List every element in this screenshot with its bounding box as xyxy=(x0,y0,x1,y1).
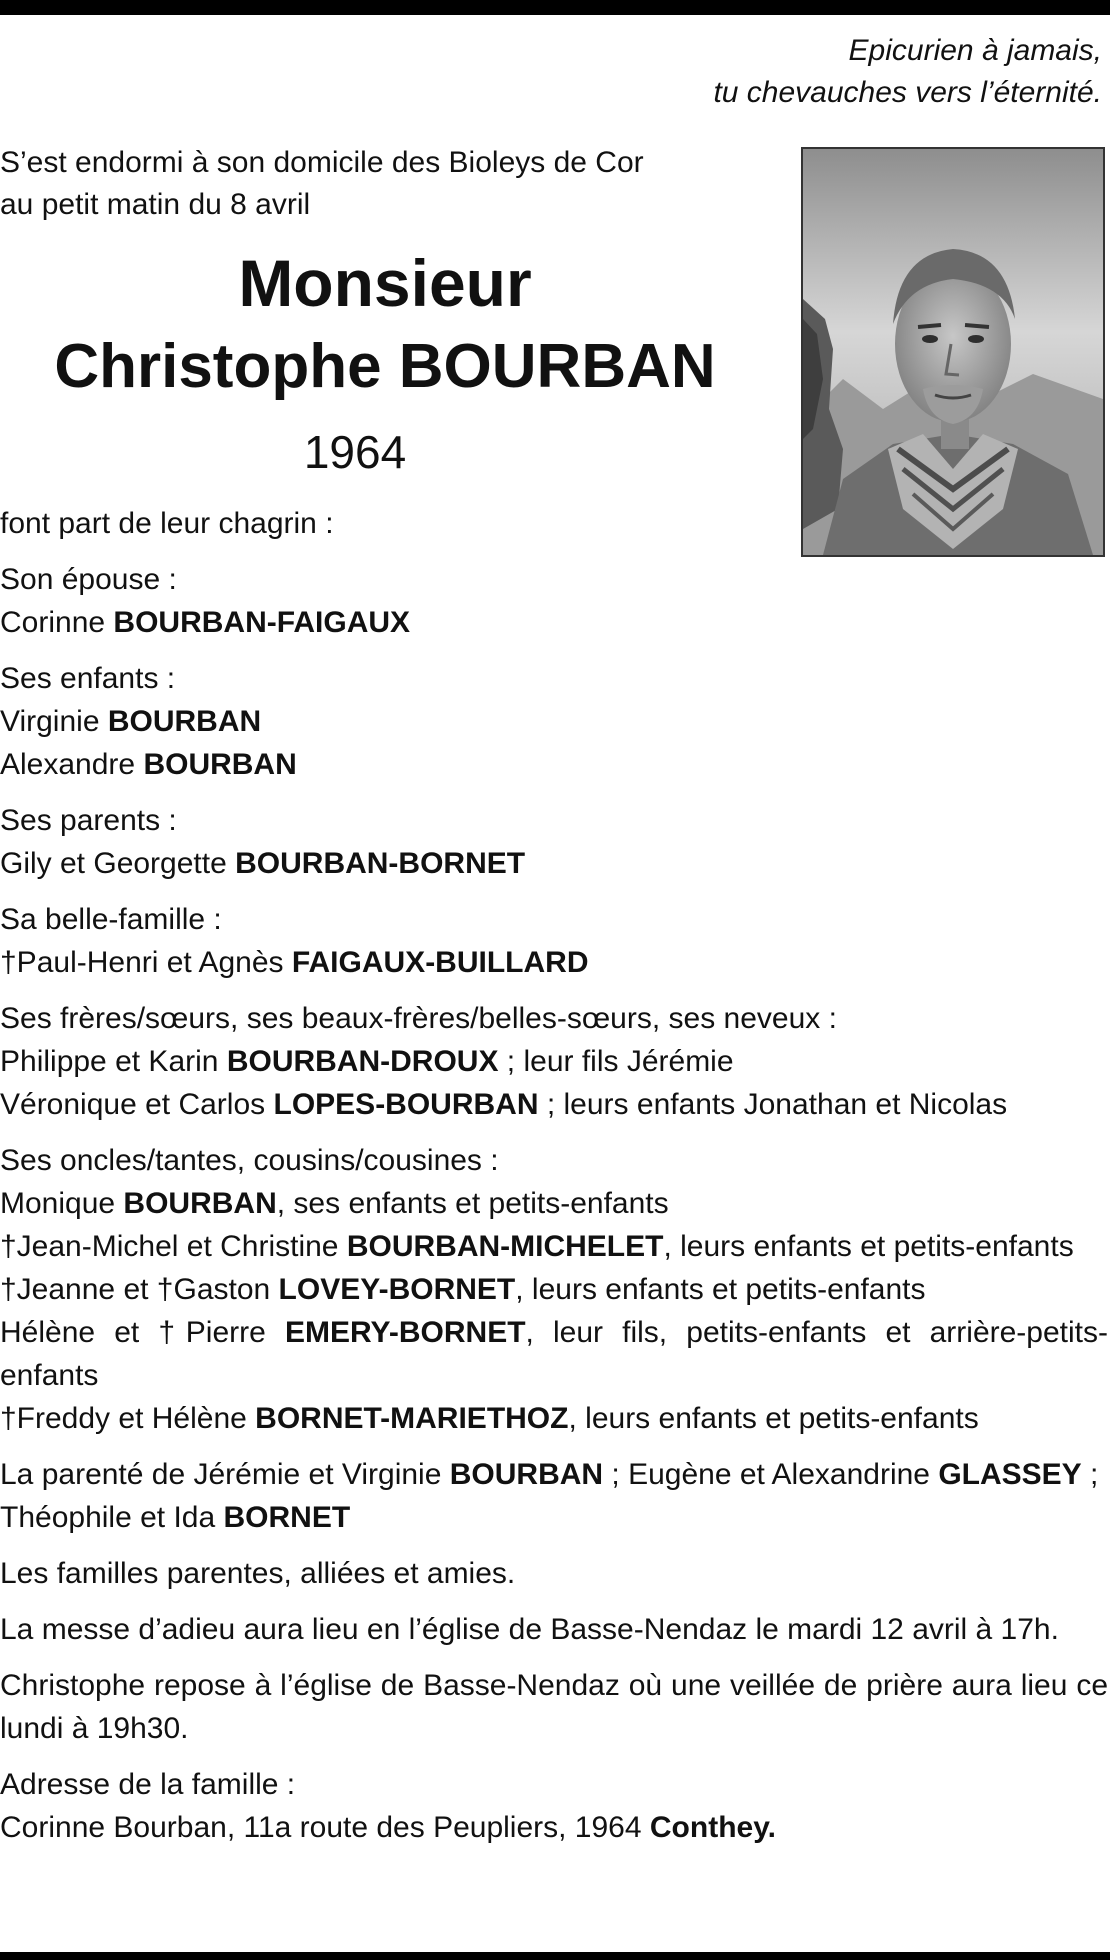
siblings-section xyxy=(0,997,1108,1126)
relatives-text-3: ; Théophile et Ida xyxy=(0,1458,1099,1534)
extended-5-given: †Freddy et Hélène xyxy=(0,1402,256,1435)
families-line: Les familles parentes, alliées et amies. xyxy=(0,1557,516,1590)
parents-surname: BOURBAN-BORNET xyxy=(235,847,526,880)
portrait-icon xyxy=(803,149,1103,555)
extended-4-surname: EMERY-BORNET xyxy=(284,1316,526,1349)
extended-3-surname: LOVEY-BORNET xyxy=(278,1273,516,1306)
sibling-1-given: Philippe et Karin xyxy=(0,1045,227,1078)
spouse-given: Corinne xyxy=(0,606,114,639)
deceased-name: Christophe BOURBAN xyxy=(54,332,716,401)
sibling-2-detail: ; leurs enfants Jonathan et Nicolas xyxy=(538,1088,1008,1121)
bottom-rule xyxy=(0,1952,1110,1960)
spouse-surname: BOURBAN-FAIGAUX xyxy=(113,606,411,639)
in-laws-surname: FAIGAUX-BUILLARD xyxy=(291,946,589,979)
extended-2-surname: BOURBAN-MICHELET xyxy=(346,1230,664,1263)
portrait-photo xyxy=(801,147,1105,557)
sibling-1-detail: ; leur fils Jérémie xyxy=(498,1045,734,1078)
intro-line-1: S’est endormi à son domicile des Bioleys de Cor xyxy=(0,146,644,179)
intro-text xyxy=(0,142,760,226)
child-2-given: Alexandre xyxy=(0,748,144,781)
epigraph-line-1: Epicurien à jamais, xyxy=(848,34,1102,67)
spouse-label: Son épouse : xyxy=(0,563,177,596)
vigil-info: Christophe repose à l’église de Basse-Nendaz où une veillée de prière aura lieu ce lundi à 19h30. xyxy=(0,1669,1108,1745)
epigraph-line-2: tu chevauches vers l’éternité. xyxy=(713,76,1102,109)
child-1-surname: BOURBAN xyxy=(107,705,262,738)
top-rule xyxy=(0,0,1110,15)
epigraph xyxy=(302,30,1102,114)
parents-label: Ses parents : xyxy=(0,804,177,837)
children-section xyxy=(0,657,1108,786)
address-label: Adresse de la famille : xyxy=(0,1768,296,1801)
extended-2-given: †Jean-Michel et Christine xyxy=(0,1230,347,1263)
extended-3-detail: , leurs enfants et petits-enfants xyxy=(515,1273,926,1306)
extended-4-detail: , leur fils, petits-enfants et arrière-petits-enfants xyxy=(0,1316,1108,1392)
parents-section xyxy=(0,799,1108,885)
relatives-surname-3: BORNET xyxy=(223,1501,351,1534)
sibling-2-surname: LOPES-BOURBAN xyxy=(273,1088,539,1121)
extended-5-detail: , leurs enfants et petits-enfants xyxy=(568,1402,979,1435)
address-section xyxy=(0,1763,1108,1849)
sibling-2-given: Véronique et Carlos xyxy=(0,1088,274,1121)
relatives-surname-1: BOURBAN xyxy=(449,1458,604,1491)
intro-line-2: au petit matin du 8 avril xyxy=(0,188,311,221)
extended-2-detail: , leurs enfants et petits-enfants xyxy=(663,1230,1074,1263)
spouse-section xyxy=(0,558,1108,644)
in-laws-label: Sa belle-famille : xyxy=(0,903,222,936)
in-laws-section xyxy=(0,898,1108,984)
relatives-text-2: ; Eugène et Alexandrine xyxy=(603,1458,939,1491)
parents-given: Gily et Georgette xyxy=(0,847,236,880)
obituary-body xyxy=(0,502,1108,1862)
relatives-section xyxy=(0,1453,1108,1539)
siblings-label: Ses frères/sœurs, ses beaux-frères/belles-sœurs, ses neveux : xyxy=(0,1002,837,1035)
extended-4-given: Hélène et †Pierre xyxy=(0,1316,285,1349)
relatives-text-1: La parenté de Jérémie et Virginie xyxy=(0,1458,450,1491)
address-town: Conthey. xyxy=(649,1811,776,1844)
extended-4-line xyxy=(0,1311,1108,1397)
relatives-surname-2: GLASSEY xyxy=(938,1458,1082,1491)
extended-1-detail: , ses enfants et petits-enfants xyxy=(276,1187,669,1220)
extended-family-section xyxy=(0,1139,1108,1440)
in-laws-given: †Paul-Henri et Agnès xyxy=(0,946,292,979)
child-2-surname: BOURBAN xyxy=(143,748,297,781)
extended-1-given: Monique xyxy=(0,1187,124,1220)
extended-2-line xyxy=(0,1225,1108,1268)
sibling-1-surname: BOURBAN-DROUX xyxy=(226,1045,499,1078)
deceased-honorific: Monsieur xyxy=(238,246,532,320)
extended-3-given: †Jeanne et †Gaston xyxy=(0,1273,279,1306)
address-text: Corinne Bourban, 11a route des Peupliers, 1964 xyxy=(0,1811,650,1844)
mass-info: La messe d’adieu aura lieu en l’église de Basse-Nendaz le mardi 12 avril à 17h. xyxy=(0,1613,1059,1646)
announcement: font part de leur chagrin : xyxy=(0,507,334,540)
extended-label: Ses oncles/tantes, cousins/cousines : xyxy=(0,1144,499,1177)
child-1-given: Virginie xyxy=(0,705,108,738)
birth-year: 1964 xyxy=(303,426,407,478)
extended-1-surname: BOURBAN xyxy=(123,1187,277,1220)
children-label: Ses enfants : xyxy=(0,662,176,695)
extended-5-surname: BORNET-MARIETHOZ xyxy=(255,1402,569,1435)
